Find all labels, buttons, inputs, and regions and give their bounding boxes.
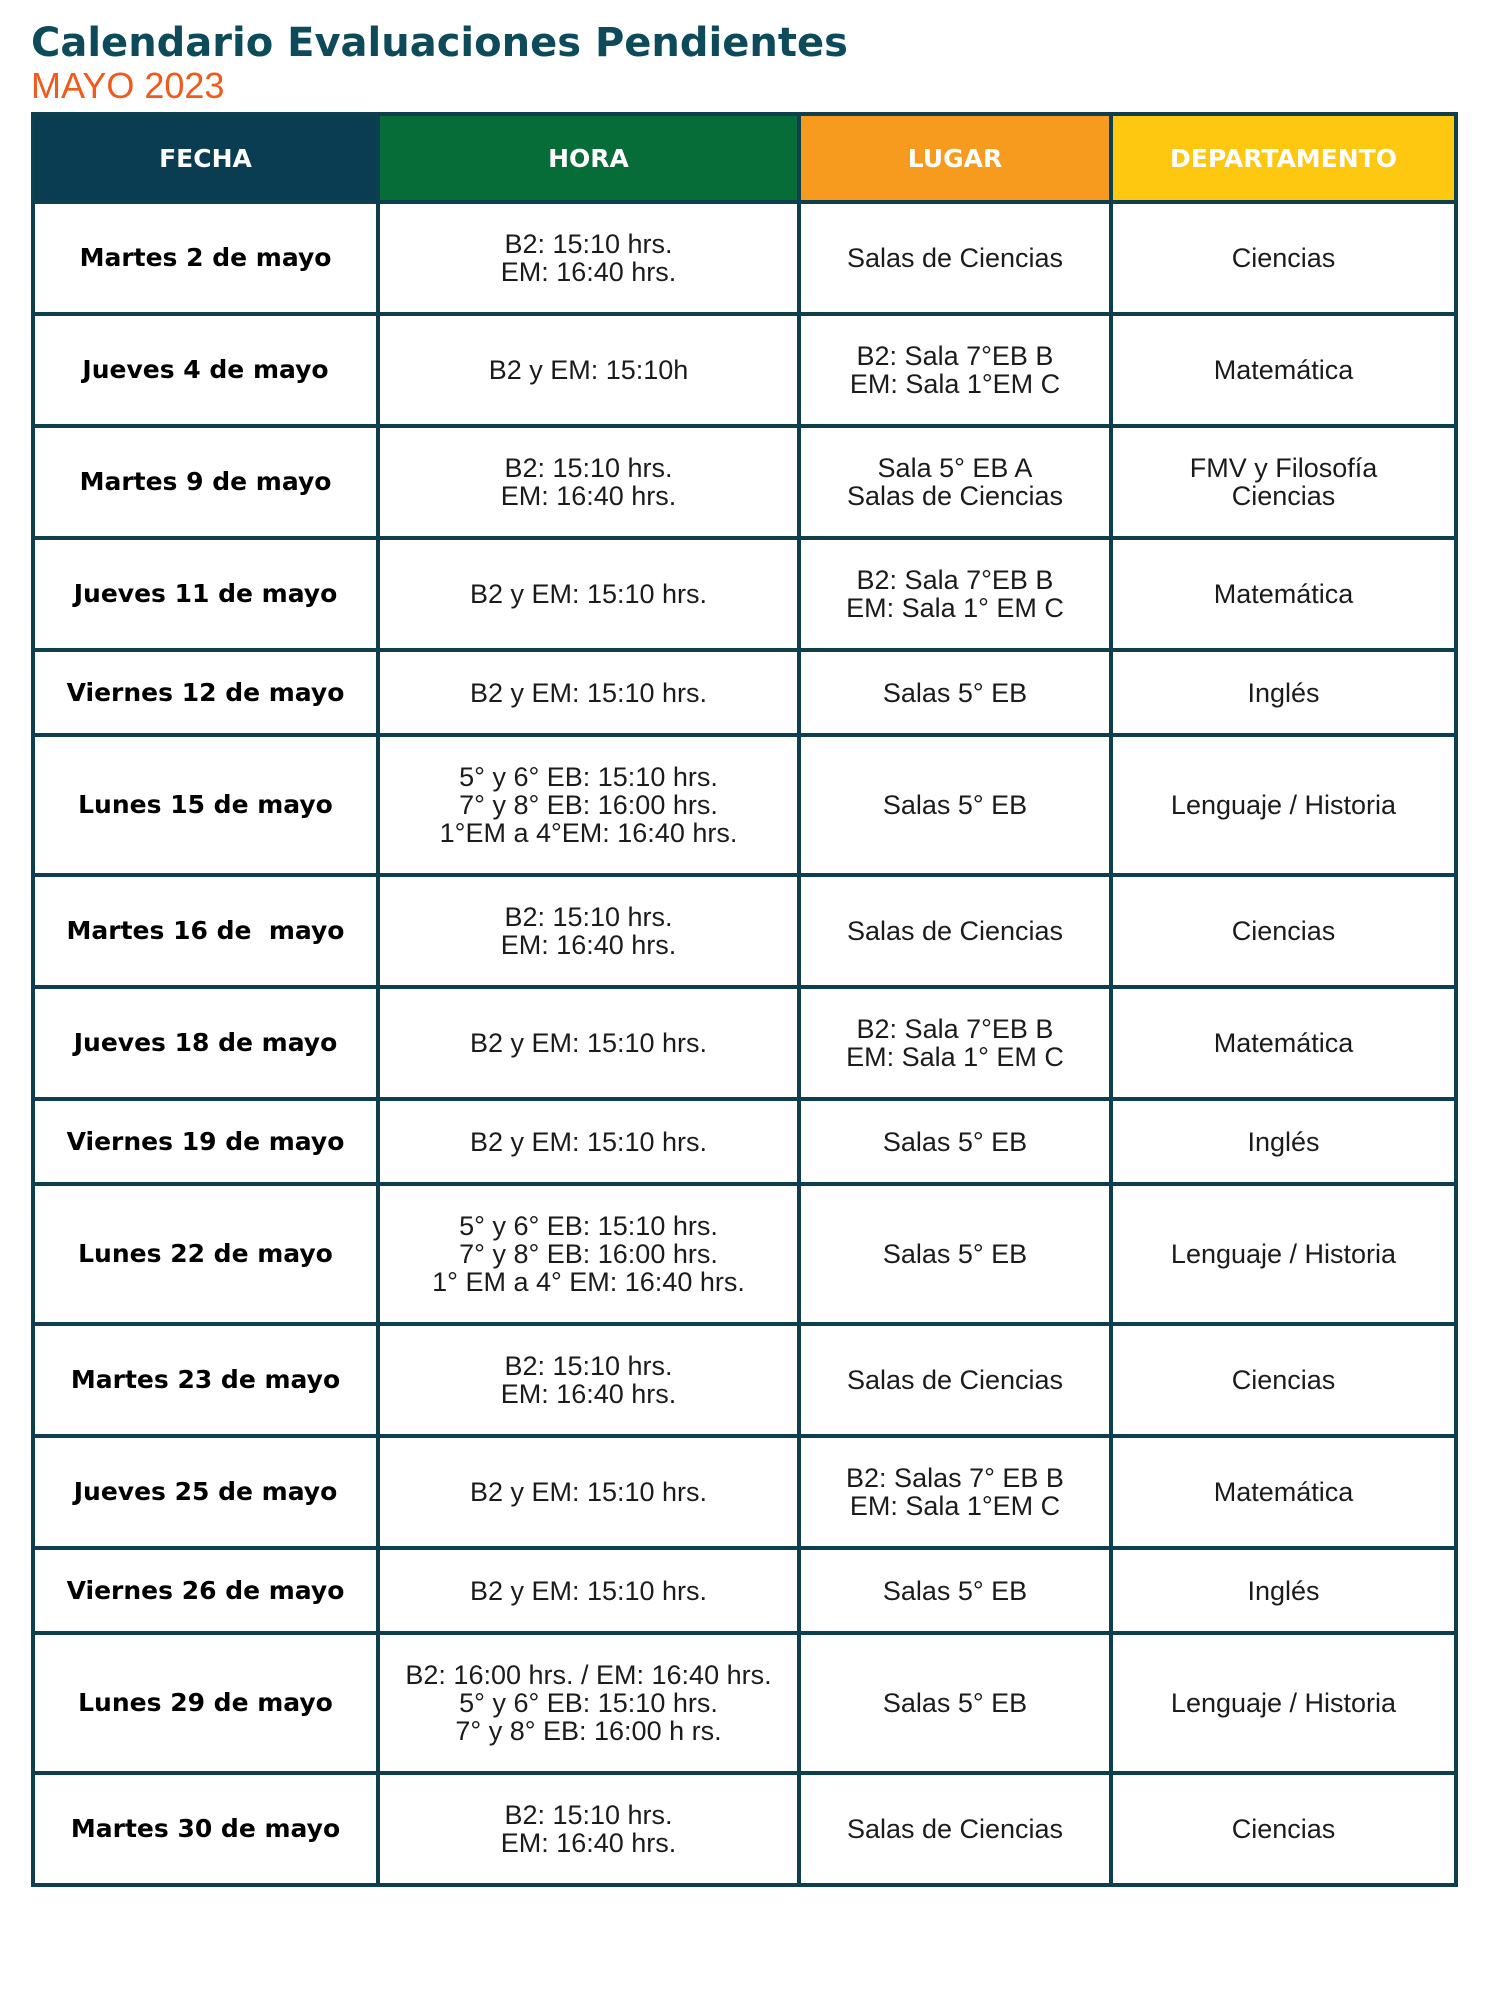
table-row [33,1099,1456,1184]
lugar-cell: Salas 5° EB [799,1099,1111,1184]
column-header-lugar: LUGAR [799,114,1111,202]
departamento-cell: Ciencias [1111,202,1456,314]
departamento-cell: Matemática [1111,1436,1456,1548]
hora-cell: B2 y EM: 15:10 hrs. [378,650,799,735]
hora-cell: B2: 15:10 hrs. EM: 16:40 hrs. [378,1324,799,1436]
departamento-cell: Inglés [1111,1099,1456,1184]
column-header-departamento: DEPARTAMENTO [1111,114,1456,202]
departamento-cell: Lenguaje / Historia [1111,1633,1456,1773]
fecha-cell: Jueves 11 de mayo [33,538,378,650]
fecha-cell: Jueves 4 de mayo [33,314,378,426]
table-row [33,1773,1456,1885]
hora-cell: B2 y EM: 15:10 hrs. [378,538,799,650]
hora-cell: B2 y EM: 15:10 hrs. [378,1099,799,1184]
fecha-cell: Martes 23 de mayo [33,1324,378,1436]
hora-cell: B2: 15:10 hrs. EM: 16:40 hrs. [378,875,799,987]
lugar-cell: Salas de Ciencias [799,1773,1111,1885]
fecha-cell: Lunes 29 de mayo [33,1633,378,1773]
hora-cell: 5° y 6° EB: 15:10 hrs. 7° y 8° EB: 16:00 hrs. 1°EM a 4°EM: 16:40 hrs. [378,735,799,875]
lugar-cell: Salas 5° EB [799,735,1111,875]
lugar-cell: Salas 5° EB [799,1184,1111,1324]
table-row [33,1324,1456,1436]
lugar-cell: Salas de Ciencias [799,875,1111,987]
fecha-cell: Martes 30 de mayo [33,1773,378,1885]
fecha-cell: Martes 16 de mayo [33,875,378,987]
table-row [33,735,1456,875]
lugar-cell: B2: Sala 7°EB B EM: Sala 1°EM C [799,314,1111,426]
table-row [33,875,1456,987]
fecha-cell: Jueves 25 de mayo [33,1436,378,1548]
departamento-cell: Matemática [1111,314,1456,426]
table-row [33,202,1456,314]
page-subtitle: MAYO 2023 [31,65,225,106]
fecha-cell: Viernes 26 de mayo [33,1548,378,1633]
fecha-cell: Martes 2 de mayo [33,202,378,314]
fecha-cell: Lunes 15 de mayo [33,735,378,875]
table-row [33,314,1456,426]
fecha-cell: Viernes 19 de mayo [33,1099,378,1184]
lugar-cell: B2: Sala 7°EB B EM: Sala 1° EM C [799,538,1111,650]
departamento-cell: Inglés [1111,1548,1456,1633]
page-title: Calendario Evaluaciones Pendientes [31,20,848,66]
departamento-cell: Lenguaje / Historia [1111,735,1456,875]
table-row [33,1184,1456,1324]
calendar-document [31,20,1454,1858]
departamento-cell: Matemática [1111,538,1456,650]
departamento-cell: Lenguaje / Historia [1111,1184,1456,1324]
table-row [33,987,1456,1099]
table-row [33,1436,1456,1548]
hora-cell: B2: 16:00 hrs. / EM: 16:40 hrs. 5° y 6° EB: 15:10 hrs. 7° y 8° EB: 16:00 h rs. [378,1633,799,1773]
column-header-hora: HORA [378,114,799,202]
evaluations-table [31,112,1458,1887]
hora-cell: B2 y EM: 15:10 hrs. [378,987,799,1099]
lugar-cell: Salas de Ciencias [799,1324,1111,1436]
departamento-cell: Inglés [1111,650,1456,735]
departamento-cell: Matemática [1111,987,1456,1099]
lugar-cell: Sala 5° EB A Salas de Ciencias [799,426,1111,538]
hora-cell: B2 y EM: 15:10h [378,314,799,426]
hora-cell: 5° y 6° EB: 15:10 hrs. 7° y 8° EB: 16:00 hrs. 1° EM a 4° EM: 16:40 hrs. [378,1184,799,1324]
fecha-cell: Martes 9 de mayo [33,426,378,538]
table-row [33,650,1456,735]
hora-cell: B2: 15:10 hrs. EM: 16:40 hrs. [378,1773,799,1885]
departamento-cell: FMV y Filosofía Ciencias [1111,426,1456,538]
lugar-cell: Salas 5° EB [799,650,1111,735]
departamento-cell: Ciencias [1111,875,1456,987]
column-header-fecha: FECHA [33,114,378,202]
fecha-cell: Viernes 12 de mayo [33,650,378,735]
fecha-cell: Jueves 18 de mayo [33,987,378,1099]
lugar-cell: B2: Salas 7° EB B EM: Sala 1°EM C [799,1436,1111,1548]
hora-cell: B2: 15:10 hrs. EM: 16:40 hrs. [378,202,799,314]
lugar-cell: Salas 5° EB [799,1548,1111,1633]
departamento-cell: Ciencias [1111,1773,1456,1885]
departamento-cell: Ciencias [1111,1324,1456,1436]
fecha-cell: Lunes 22 de mayo [33,1184,378,1324]
lugar-cell: Salas de Ciencias [799,202,1111,314]
hora-cell: B2: 15:10 hrs. EM: 16:40 hrs. [378,426,799,538]
table-header-row [33,114,1456,202]
hora-cell: B2 y EM: 15:10 hrs. [378,1548,799,1633]
lugar-cell: Salas 5° EB [799,1633,1111,1773]
table-row [33,1633,1456,1773]
table-row [33,1548,1456,1633]
lugar-cell: B2: Sala 7°EB B EM: Sala 1° EM C [799,987,1111,1099]
hora-cell: B2 y EM: 15:10 hrs. [378,1436,799,1548]
table-row [33,538,1456,650]
table-row [33,426,1456,538]
